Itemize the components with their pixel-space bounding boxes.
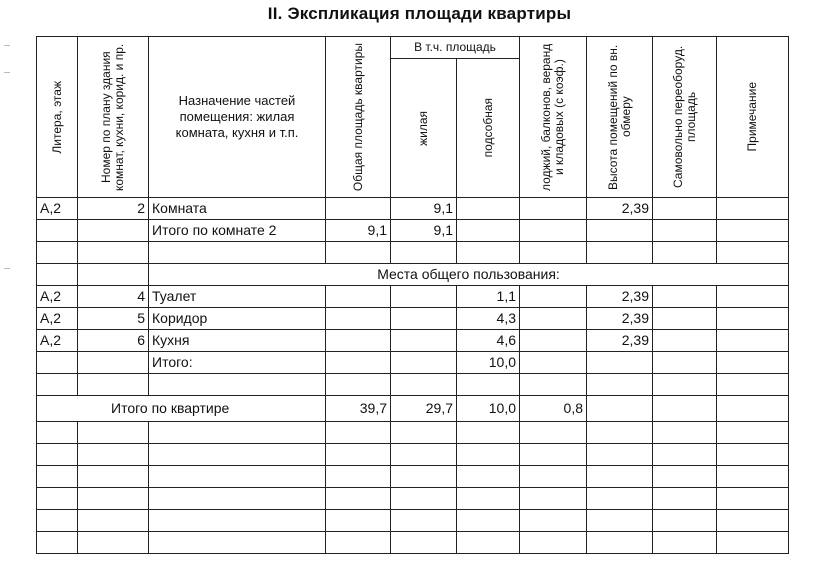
header-height: Высота помещений по вн. обмеру [587, 37, 653, 198]
cell-aux [457, 220, 520, 242]
cell-total [326, 308, 391, 330]
cell-total [326, 444, 391, 466]
cell-total [326, 466, 391, 488]
cell-aux: 4,3 [457, 308, 520, 330]
cell-unauth [653, 286, 717, 308]
cell-living: 9,1 [391, 198, 457, 220]
cell-aux [457, 242, 520, 264]
cell-name [149, 444, 326, 466]
cell-unauth [653, 374, 717, 396]
document-title: II. Экспликация площади квартиры [267, 4, 572, 23]
cell-note [717, 198, 789, 220]
cell-loggia [520, 444, 587, 466]
cell-name [149, 374, 326, 396]
cell-living [391, 286, 457, 308]
cell-litera [37, 264, 78, 286]
cell-living [391, 308, 457, 330]
cell-number [78, 264, 149, 286]
cell-litera [37, 242, 78, 264]
cell-total [326, 510, 391, 532]
header-loggia: лоджий, балконов, веранд и кладовых (с коэф.) [520, 37, 587, 198]
apartment-total-row [37, 396, 789, 422]
section-row [37, 264, 789, 286]
cell-loggia [520, 308, 587, 330]
cell-unauth [653, 444, 717, 466]
cell-height [587, 510, 653, 532]
cell-height [587, 396, 653, 422]
cell-aux [457, 374, 520, 396]
cell-number [78, 444, 149, 466]
cell-loggia [520, 488, 587, 510]
cell-total [326, 330, 391, 352]
cell-unauth [653, 488, 717, 510]
cell-note [717, 352, 789, 374]
apartment-total-label: Итого по квартире [37, 396, 326, 422]
cell-unauth [653, 220, 717, 242]
cell-height [587, 352, 653, 374]
cell-name: Итого: [149, 352, 326, 374]
cell-height: 2,39 [587, 308, 653, 330]
cell-name: Итого по комнате 2 [149, 220, 326, 242]
cell-unauth [653, 352, 717, 374]
cell-height [587, 374, 653, 396]
cell-number: 2 [78, 198, 149, 220]
cell-unauth [653, 510, 717, 532]
cell-litera [37, 532, 78, 554]
table-row [37, 308, 789, 330]
cell-height [587, 466, 653, 488]
cell-loggia [520, 220, 587, 242]
cell-loggia [520, 466, 587, 488]
cell-total [326, 532, 391, 554]
cell-litera: А,2 [37, 308, 78, 330]
cell-note [717, 396, 789, 422]
cell-unauth [653, 330, 717, 352]
cell-loggia [520, 286, 587, 308]
cell-unauth [653, 396, 717, 422]
cell-number [78, 422, 149, 444]
cell-litera: А,2 [37, 198, 78, 220]
scan-mark [4, 72, 10, 73]
cell-aux: 4,6 [457, 330, 520, 352]
table-row [37, 444, 789, 466]
cell-name [149, 532, 326, 554]
cell-living [391, 444, 457, 466]
cell-loggia [520, 198, 587, 220]
cell-litera [37, 444, 78, 466]
header-auxiliary: подсобная [457, 59, 520, 198]
cell-litera [37, 352, 78, 374]
cell-total [326, 488, 391, 510]
cell-height [587, 220, 653, 242]
cell-unauth [653, 308, 717, 330]
table-row [37, 198, 789, 220]
header-note: Примечание [717, 37, 789, 198]
cell-name: Кухня [149, 330, 326, 352]
cell-living [391, 330, 457, 352]
cell-note [717, 422, 789, 444]
header-room-number: Номер по плану здания комнат, кухни, корид. и пр. [78, 37, 149, 198]
cell-unauth [653, 532, 717, 554]
table-row [37, 422, 789, 444]
table-row [37, 374, 789, 396]
cell-note [717, 330, 789, 352]
cell-litera [37, 220, 78, 242]
cell-aux: 10,0 [457, 352, 520, 374]
cell-note [717, 220, 789, 242]
scan-mark [4, 268, 10, 269]
cell-height [587, 488, 653, 510]
cell-height: 2,39 [587, 198, 653, 220]
table-row [37, 220, 789, 242]
cell-loggia [520, 352, 587, 374]
cell-note [717, 488, 789, 510]
cell-living [391, 242, 457, 264]
cell-total [326, 374, 391, 396]
cell-height: 2,39 [587, 286, 653, 308]
cell-total [326, 352, 391, 374]
cell-living [391, 488, 457, 510]
table-row [37, 330, 789, 352]
cell-number: 4 [78, 286, 149, 308]
table-row [37, 286, 789, 308]
cell-height [587, 422, 653, 444]
cell-living [391, 352, 457, 374]
cell-note [717, 286, 789, 308]
table-row [37, 510, 789, 532]
cell-loggia [520, 422, 587, 444]
header-living: жилая [391, 59, 457, 198]
cell-height: 2,39 [587, 330, 653, 352]
table-row [37, 242, 789, 264]
cell-aux [457, 466, 520, 488]
cell-aux: 10,0 [457, 396, 520, 422]
cell-litera: А,2 [37, 286, 78, 308]
cell-living [391, 374, 457, 396]
cell-aux [457, 444, 520, 466]
cell-unauth [653, 422, 717, 444]
cell-note [717, 374, 789, 396]
section-title: Места общего пользования: [149, 264, 789, 286]
cell-name: Коридор [149, 308, 326, 330]
cell-loggia: 0,8 [520, 396, 587, 422]
cell-living: 29,7 [391, 396, 457, 422]
cell-name: Туалет [149, 286, 326, 308]
cell-name [149, 422, 326, 444]
cell-number [78, 242, 149, 264]
cell-aux [457, 422, 520, 444]
cell-note [717, 466, 789, 488]
cell-number: 5 [78, 308, 149, 330]
cell-total [326, 242, 391, 264]
cell-litera [37, 488, 78, 510]
cell-loggia [520, 330, 587, 352]
table-row [37, 532, 789, 554]
header-purpose: Назначение частей помещения: жилая комната, кухня и т.п. [149, 37, 326, 198]
cell-number [78, 352, 149, 374]
cell-living [391, 422, 457, 444]
cell-name [149, 466, 326, 488]
explication-table [36, 36, 789, 554]
cell-total [326, 422, 391, 444]
cell-name: Комната [149, 198, 326, 220]
cell-loggia [520, 532, 587, 554]
header-litera: Литера, этаж [37, 37, 78, 198]
cell-litera [37, 374, 78, 396]
header-including-area: В т.ч. площадь [391, 37, 520, 59]
cell-litera [37, 466, 78, 488]
cell-aux: 1,1 [457, 286, 520, 308]
cell-living [391, 510, 457, 532]
cell-name [149, 242, 326, 264]
cell-number [78, 374, 149, 396]
cell-height [587, 532, 653, 554]
header-total-area: Общая площадь квартиры [326, 37, 391, 198]
cell-living: 9,1 [391, 220, 457, 242]
cell-total: 9,1 [326, 220, 391, 242]
cell-living [391, 532, 457, 554]
cell-total: 39,7 [326, 396, 391, 422]
cell-note [717, 308, 789, 330]
header-unauthorized: Самовольно переоборуд. площадь [653, 37, 717, 198]
cell-number [78, 488, 149, 510]
cell-name [149, 510, 326, 532]
cell-loggia [520, 374, 587, 396]
cell-number [78, 510, 149, 532]
table-row [37, 488, 789, 510]
cell-unauth [653, 198, 717, 220]
cell-loggia [520, 242, 587, 264]
cell-total [326, 286, 391, 308]
table-row [37, 352, 789, 374]
cell-unauth [653, 466, 717, 488]
cell-number [78, 220, 149, 242]
cell-note [717, 444, 789, 466]
cell-aux [457, 488, 520, 510]
cell-number [78, 532, 149, 554]
cell-litera [37, 510, 78, 532]
cell-number: 6 [78, 330, 149, 352]
cell-name [149, 488, 326, 510]
cell-note [717, 510, 789, 532]
scan-mark [4, 45, 10, 46]
cell-living [391, 466, 457, 488]
cell-number [78, 466, 149, 488]
cell-aux [457, 510, 520, 532]
cell-aux [457, 198, 520, 220]
cell-total [326, 198, 391, 220]
cell-unauth [653, 242, 717, 264]
cell-height [587, 444, 653, 466]
cell-loggia [520, 510, 587, 532]
cell-note [717, 242, 789, 264]
table-row [37, 466, 789, 488]
cell-aux [457, 532, 520, 554]
cell-litera [37, 422, 78, 444]
cell-litera: А,2 [37, 330, 78, 352]
cell-note [717, 532, 789, 554]
cell-height [587, 242, 653, 264]
